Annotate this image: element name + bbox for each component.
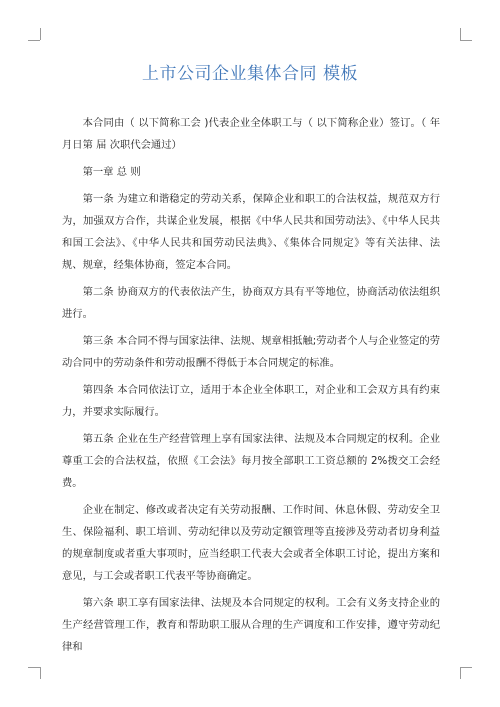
chapter-heading: 第一章 总 则 <box>82 166 141 178</box>
crop-mark-bottom-left-h <box>28 667 40 668</box>
crop-mark-bottom-right-h <box>460 667 472 668</box>
paragraph-article-4: 第四条 本合同依法订立，适用于本企业全体职工，对企业和工会双方具有约束力，并要求实际履行。 <box>62 384 440 418</box>
paragraph-article-6: 第六条 职工享有国家法律、法规及本合同规定的权利。工会有义务支持企业的生产经营管理工作，教育和帮助职工服从合理的生产调度和工作安排，遵守劳动纪律和 <box>62 597 440 653</box>
paragraph-article-3: 第三条 本合同不得与国家法律、法规、规章相抵触;劳动者个人与企业签定的劳动合同中的劳动条件和劳动报酬不得低于本合同规定的标准。 <box>62 335 440 369</box>
crop-mark-top-right-h <box>460 40 472 41</box>
crop-mark-bottom-left-v <box>40 667 41 679</box>
paragraph-preamble: 本合同由（ 以下简称工会 )代表企业全体职工与（ 以下简称企业）签订。（ 年 月日第 届 次职代会通过） <box>62 117 440 151</box>
paragraph-article-5: 第五条 企业在生产经营管理上享有国家法律、法规及本合同规定的权利。企业尊重工会的合法权益，依照《工会法》每月按全部职工工资总额的 2%拨交工会经费。 <box>62 433 440 489</box>
paragraph-article-2: 第二条 协商双方的代表依法产生，协商双方具有平等地位，协商活动依法组织进行。 <box>62 286 440 320</box>
crop-mark-top-left-h <box>28 40 40 41</box>
paragraph-article-5-cont: 企业在制定、修改或者决定有关劳动报酬、工作时间、休息休假、劳动安全卫生、保险福利、职工培训、劳动纪律以及劳动定额管理等直接涉及劳动者切身利益的规章制度或者重大事项时，应当经职工代表大会或者全体职工讨论，提出方案和意见，与工会或者职工代表平等协商确定。 <box>62 504 440 582</box>
paragraph-article-1: 第一条 为建立和谐稳定的劳动关系，保障企业和职工的合法权益，规范双方行为，加强双方合作，共谋企业发展，根据《中华人民共和国劳动法》、《中华人民共和国工会法》、《中华人民共和国劳动民法典》、《集体合同规定》等有关法律、法规、规章，经集体协商，签定本合同。 <box>62 193 440 271</box>
crop-mark-top-left-v <box>40 28 41 40</box>
document-title: 上市公司企业集体合同 模板 <box>142 64 358 84</box>
crop-mark-bottom-right-v <box>460 667 461 679</box>
crop-mark-top-right-v <box>460 28 461 40</box>
document-body <box>62 112 440 663</box>
